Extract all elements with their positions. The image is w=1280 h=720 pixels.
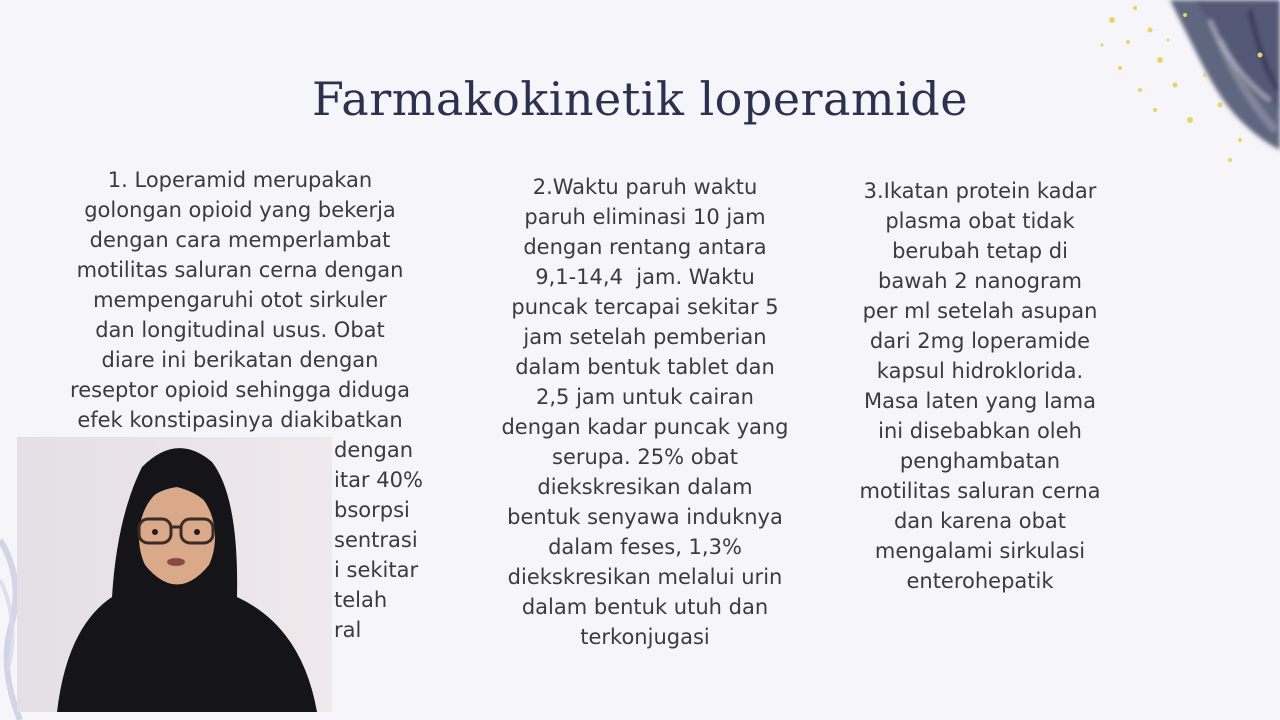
text-column-2 — [470, 172, 820, 652]
text-fragment: telah — [334, 588, 388, 612]
text-column-3 — [830, 176, 1130, 596]
text-line: dengan rentang antara — [523, 235, 767, 259]
text-line: mengalami sirkulasi — [874, 539, 1086, 563]
text-line: enterohepatik — [906, 569, 1054, 593]
text-line: diekskresikan melalui urin — [507, 565, 783, 589]
text-line: 2,5 jam untuk cairan — [536, 385, 754, 409]
text-fragment: ral — [334, 618, 362, 642]
text-line: diare ini berikatan dengan — [101, 348, 379, 372]
text-line: mempengaruhi otot sirkuler — [93, 288, 387, 312]
text-fragment: bsorpsi — [334, 498, 410, 522]
text-line: 9,1-14,4 jam. Waktu — [535, 265, 755, 289]
text-fragment: dengan — [334, 438, 414, 462]
presenter-webcam-video — [17, 437, 332, 712]
text-line: 1. Loperamid merupakan — [107, 168, 373, 192]
text-line: dalam bentuk tablet dan — [515, 355, 775, 379]
text-line: golongan opioid yang bekerja — [84, 198, 396, 222]
slide-title: Farmakokinetik loperamide — [312, 72, 968, 126]
text-line: kapsul hidroklorida. — [876, 359, 1084, 383]
text-line: dalam feses, 1,3% — [548, 535, 742, 559]
text-line: dan longitudinal usus. Obat — [95, 318, 385, 342]
text-line: dan karena obat — [893, 509, 1067, 533]
text-line: paruh eliminasi 10 jam — [524, 205, 766, 229]
text-line: per ml setelah asupan — [862, 299, 1098, 323]
text-fragment: itar 40% — [334, 468, 423, 492]
text-line: reseptor opioid sehingga diduga — [70, 378, 410, 402]
text-line: jam setelah pemberian — [523, 325, 767, 349]
text-line: motilitas saluran cerna — [859, 479, 1101, 503]
text-line: terkonjugasi — [580, 625, 710, 649]
text-line: puncak tercapai sekitar 5 — [511, 295, 779, 319]
text-line: bentuk senyawa induknya — [507, 505, 783, 529]
text-line: dalam bentuk utuh dan — [521, 595, 769, 619]
text-line: bawah 2 nanogram — [878, 269, 1082, 293]
text-line: efek konstipasinya diakibatkan — [77, 408, 403, 432]
text-line: 2.Waktu paruh waktu — [532, 175, 758, 199]
text-line: motilitas saluran cerna dengan — [76, 258, 404, 282]
text-line: penghambatan — [899, 449, 1061, 473]
text-line: dengan kadar puncak yang — [501, 415, 789, 439]
text-column-1 — [40, 165, 440, 435]
text-line: diekskresikan dalam — [537, 475, 753, 499]
text-line: ini disebabkan oleh — [878, 419, 1082, 443]
text-line: berubah tetap di — [892, 239, 1068, 263]
text-line: serupa. 25% obat — [552, 445, 738, 469]
text-fragment: i sekitar — [334, 558, 419, 582]
text-fragment: sentrasi — [334, 528, 418, 552]
text-line: 3.Ikatan protein kadar — [863, 179, 1097, 203]
text-line: dengan cara memperlambat — [89, 228, 391, 252]
text-line: Masa laten yang lama — [864, 389, 1096, 413]
presenter-image — [17, 437, 332, 712]
text-line: plasma obat tidak — [885, 209, 1075, 233]
text-line: dari 2mg loperamide — [869, 329, 1091, 353]
